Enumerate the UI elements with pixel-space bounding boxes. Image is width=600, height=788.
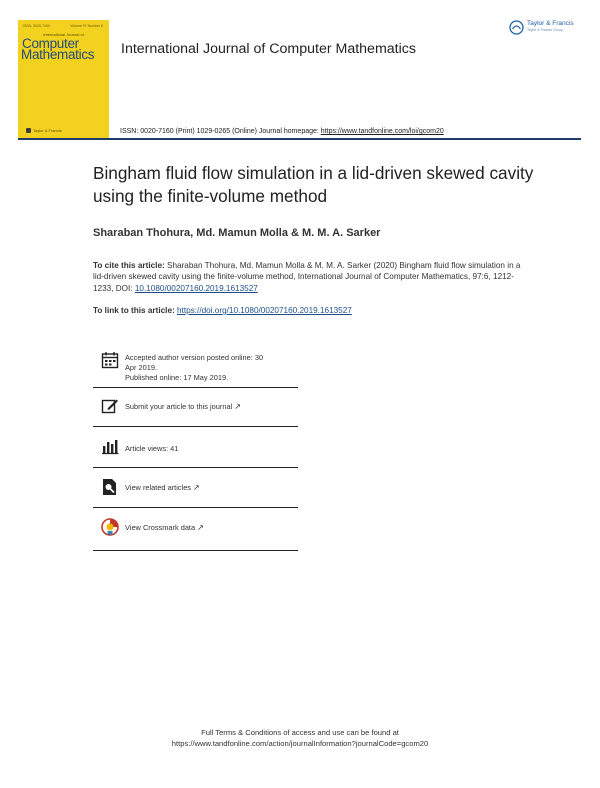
journal-cover xyxy=(18,20,109,138)
journal-homepage-link[interactable]: https://www.tandfonline.com/loi/gcom20 xyxy=(320,128,444,135)
bar-chart-icon xyxy=(101,437,119,455)
issn-line xyxy=(120,128,444,135)
journal-title: International Journal of Computer Mathematics xyxy=(121,41,416,57)
cover-publisher: Taylor & Francis xyxy=(26,128,62,133)
citation-text: Sharaban Thohura, Md. Mamun Molla & M. M. A. Sarker (2020) Bingham fluid flow simulation in a lid-driven skewed cavity using the finite-volume method, International Journal of Computer Mathematics, 97:6, 1212-1233, DOI: xyxy=(93,261,521,293)
cover-volume: Volume 97 Number 6 xyxy=(70,24,103,28)
related-articles-row[interactable] xyxy=(93,468,298,508)
submit-article-row[interactable] xyxy=(93,388,298,427)
calendar-icon xyxy=(101,351,119,369)
accepted-date-line1: Accepted author version posted online: 30 xyxy=(125,353,264,362)
cover-title-line2: Mathematics xyxy=(21,47,95,62)
cover-title-line1: Computer xyxy=(22,36,79,51)
article-views-row xyxy=(93,427,298,468)
search-document-icon xyxy=(101,478,119,496)
external-link-icon: ↗ xyxy=(197,523,204,532)
article-info-panel xyxy=(93,344,298,551)
published-date: Published online: 17 May 2019. xyxy=(125,372,229,382)
publisher-logo-tagline: Taylor & Francis Group xyxy=(527,28,563,32)
article-link-label: To link to this article: xyxy=(93,306,178,315)
article-authors: Sharaban Thohura, Md. Mamun Molla & M. M. A. Sarker xyxy=(93,227,381,239)
crossmark-row[interactable] xyxy=(93,508,298,551)
header-divider xyxy=(18,138,581,140)
related-articles-link[interactable]: View related articles xyxy=(125,483,191,492)
article-doi-url[interactable]: https://doi.org/10.1080/00207160.2019.1613527 xyxy=(177,306,352,315)
footer-terms-url[interactable]: https://www.tandfonline.com/action/journalInformation?journalCode=gcom20 xyxy=(171,739,429,748)
cover-subtitle: International Journal of xyxy=(43,32,84,37)
external-link-icon: ↗ xyxy=(234,402,241,411)
taylor-francis-logo-icon xyxy=(509,20,524,35)
footer-terms: Full Terms & Conditions of access and use can be found at xyxy=(201,728,399,737)
edit-icon xyxy=(101,397,119,415)
citation-label: To cite this article: xyxy=(93,261,165,270)
crossmark-icon xyxy=(101,518,119,536)
accepted-date-line2: Apr 2019. xyxy=(125,362,158,372)
cover-publisher-icon xyxy=(26,128,31,133)
publication-dates xyxy=(93,344,298,388)
article-title: Bingham fluid flow simulation in a lid-driven skewed cavity using the finite-volume method xyxy=(93,163,534,206)
crossmark-link[interactable]: View Crossmark data xyxy=(125,523,196,532)
publisher-logo[interactable] xyxy=(509,19,584,35)
publisher-logo-name: Taylor & Francis xyxy=(527,20,574,27)
footer xyxy=(0,727,600,749)
article-views: Article views: 41 xyxy=(125,444,179,453)
cover-issn: ISSN: 0020-7160 xyxy=(23,24,50,28)
submit-article-link[interactable]: Submit your article to this journal xyxy=(125,402,233,411)
article-link xyxy=(93,306,352,315)
external-link-icon: ↗ xyxy=(193,483,200,492)
citation xyxy=(93,260,523,294)
citation-doi-link[interactable]: 10.1080/00207160.2019.1613527 xyxy=(134,283,258,293)
issn-text: ISSN: 0020-7160 (Print) 1029-0265 (Online) Journal homepage: xyxy=(120,128,321,135)
